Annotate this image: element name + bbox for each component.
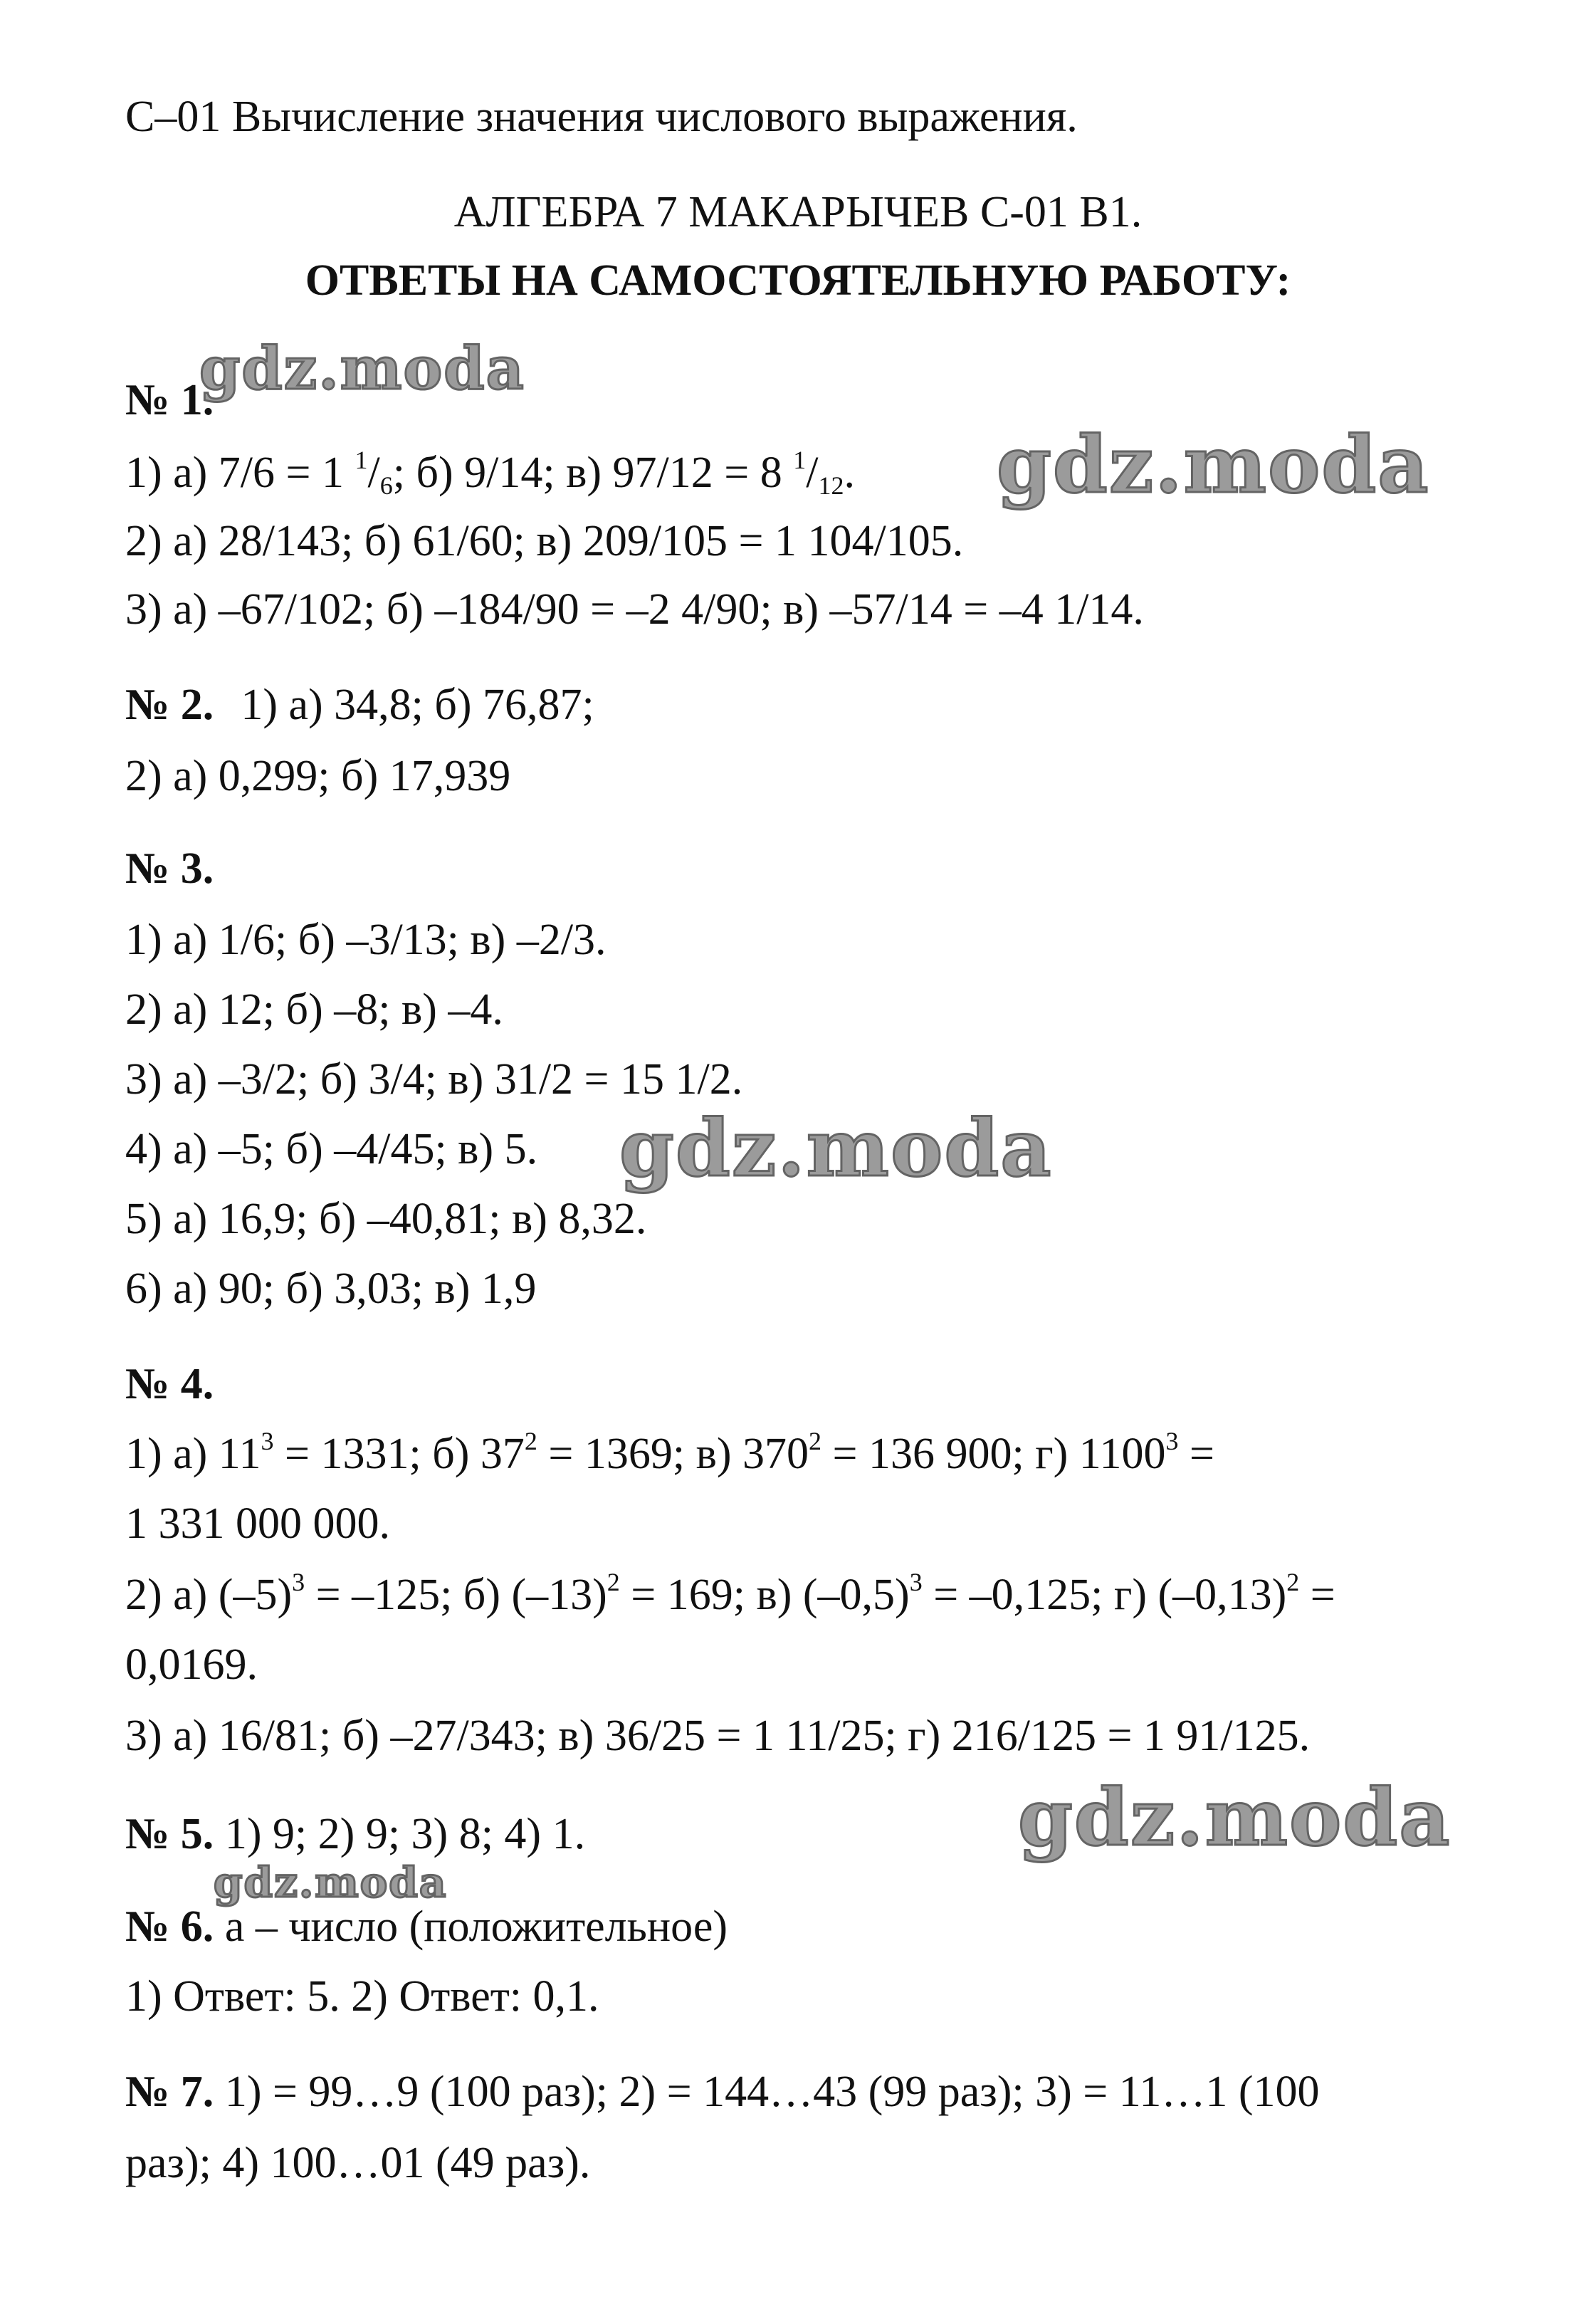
exponent: 3 xyxy=(1165,1427,1179,1455)
task-3-row-2: 2) а) 12; б) –8; в) –4. xyxy=(125,985,503,1034)
task-3-row-5: 5) а) 16,9; б) –40,81; в) 8,32. xyxy=(125,1195,647,1243)
task-1-heading: № 1. xyxy=(125,376,214,424)
task-2-row-2: 2) а) 0,299; б) 17,939 xyxy=(125,752,511,800)
task-4-heading: № 4. xyxy=(125,1360,214,1408)
exponent: 2 xyxy=(1286,1568,1300,1596)
task-1-row-3: 3) а) –67/102; б) –184/90 = –2 4/90; в) –57/14 = –4 1/14. xyxy=(125,585,1144,634)
task-1-row-1: 1) а) 7/6 = 1 $^1/_6$; б) 9/14; в) 97/12 = 8 $^1/_{12}$. xyxy=(125,446,855,500)
task-4-row-2: 2) а) $(-5)^3 = -125$; б) $(-13)^2 = 169$; в) $(-0,5)^3 = -0,125$; г) $(-0,13)^2$ = xyxy=(125,1568,1335,1619)
exponent: 3 xyxy=(909,1568,923,1596)
task-3-heading: № 3. xyxy=(125,844,214,893)
exponent: 2 xyxy=(524,1427,537,1455)
task-6-row-1: № 6. а – число (положительное) xyxy=(125,1902,728,1951)
task-3-row-4: 4) а) –5; б) –4/45; в) 5. xyxy=(125,1125,538,1173)
task-4-row-1-continued: 1 331 000 000. xyxy=(125,1499,390,1548)
task-2-heading: № 2. xyxy=(125,681,214,729)
watermark-logo: gdz.moda xyxy=(1018,1771,1451,1863)
task-3-row-1: 1) а) 1/6; б) –3/13; в) –2/3. xyxy=(125,916,607,964)
task-4-row-1: 1) а) $11^3 = 1331$; б) $37^2 = 1369$; в) $370^2 = 136$ 900; г) $1100^3$ = xyxy=(125,1427,1214,1478)
exponent: 3 xyxy=(292,1568,305,1596)
task-5-heading: № 5. xyxy=(125,1810,214,1858)
watermark-logo: gdz.moda xyxy=(214,1858,448,1907)
task-1-row-1-a: 1) а) 7/6 = 1 xyxy=(125,449,355,497)
exponent: 3 xyxy=(261,1427,274,1455)
exponent: 2 xyxy=(607,1568,620,1596)
task-7-heading: № 7. xyxy=(125,2068,214,2116)
task-1-row-1-b: ; б) 9/14; в) 97/12 = 8 xyxy=(392,449,794,497)
topic-line: С–01 Вычисление значения числового выражения. xyxy=(125,93,1078,141)
watermark-logo: gdz.moda xyxy=(199,335,525,403)
task-3-row-6: 6) а) 90; б) 3,03; в) 1,9 xyxy=(125,1264,537,1313)
document-title: ОТВЕТЫ НА САМОСТОЯТЕЛЬНУЮ РАБОТУ: xyxy=(305,256,1291,305)
task-5-row: № 5. 1) 9; 2) 9; 3) 8; 4) 1. xyxy=(125,1810,586,1858)
document-subtitle: АЛГЕБРА 7 МАКАРЫЧЕВ С-01 В1. xyxy=(453,188,1143,236)
task-3-row-3: 3) а) –3/2; б) 3/4; в) 31/2 = 15 1/2. xyxy=(125,1055,743,1104)
watermark-logo: gdz.moda xyxy=(997,419,1430,510)
task-4-row-3: 3) а) 16/81; б) –27/343; в) 36/25 = 1 11/25; г) 216/125 = 1 91/125. xyxy=(125,1712,1311,1760)
fraction-denominator: 12 xyxy=(818,471,844,500)
task-6-heading: № 6. xyxy=(125,1902,214,1951)
fraction-denominator: 6 xyxy=(379,471,393,500)
task-7-row-1: № 7. 1) = 99…9 (100 раз); 2) = 144…43 (99 раз); 3) = 11…1 (100 xyxy=(125,2068,1320,2116)
task-7-row-2: раз); 4) 100…01 (49 раз). xyxy=(125,2139,591,2187)
task-4-row-2-continued: 0,0169. xyxy=(125,1640,258,1689)
fraction-numerator: 1 xyxy=(355,446,368,474)
watermark-logo: gdz.moda xyxy=(619,1102,1053,1194)
task-6-row-2: 1) Ответ: 5. 2) Ответ: 0,1. xyxy=(125,1972,599,2021)
task-2-row-1: № 2. 1) а) 34,8; б) 76,87; xyxy=(125,681,594,729)
task-1-row-2: 2) а) 28/143; б) 61/60; в) 209/105 = 1 104/105. xyxy=(125,517,964,565)
exponent: 2 xyxy=(809,1427,822,1455)
fraction-numerator: 1 xyxy=(793,446,807,474)
